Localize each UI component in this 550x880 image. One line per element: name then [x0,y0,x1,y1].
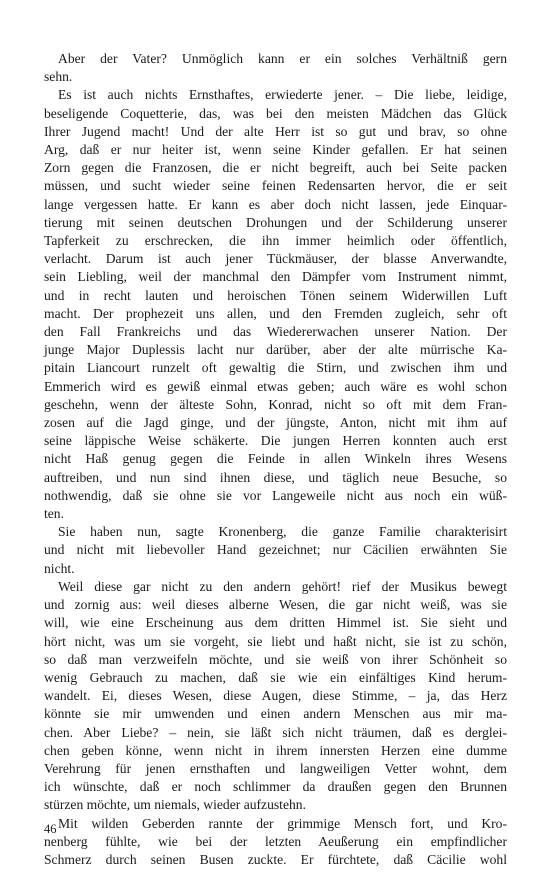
text-line: und zornig aus: weil dieses alberne Wesen, die gar nicht weiß, was sie [44,597,507,613]
paragraph [44,815,507,870]
paragraph [44,523,507,578]
text-line: müssen, und sucht wieder seine feinen Redensarten hervor, die er seit [44,178,507,194]
text-line: verlacht. Darum ist auch jener Tückmäuser, der blasse Anverwandte, [44,251,507,267]
text-line: Es ist auch nichts Ernsthaftes, erwiederte jener. – Die liebe, leidige, [58,87,507,103]
text-line: tierung mit seinen deutschen Drohungen und der Schilderung unserer [44,214,507,230]
page-number: 46 [44,822,57,836]
text-line: seine läppische Weise schäkerte. Die jungen Herren konnten auch erst [44,433,507,449]
text-line: Aber der Vater? Unmöglich kann er ein solches Verhältniß gern [58,51,507,66]
text-line: Verehrung für jenen ernsthaften und langweiligen Vetter wohnt, dem [44,760,507,776]
text-line: und nicht mit liebevoller Hand gezeichnet; nur Cäcilien erwähnten Sie [44,542,507,558]
text-line: sein Liebling, weil der manchmal den Dämpfer vom Instrument nimmt, [44,269,507,285]
text-line: Sie haben nun, sagte Kronenberg, die ganze Familie charakterisirt [58,524,507,540]
text-line: nicht. [44,560,75,576]
text-line: könnte sie mir umwenden und einen andern Menschen aus mir ma- [44,706,507,722]
text-line: und in recht lauten und heroischen Tönen seinem Widerwillen Luft [44,287,507,303]
text-line: pitain Liancourt runzelt oft gewaltig die Stirn, und zwischen ihm und [44,360,507,376]
text-line: macht. Der prophezeit uns allen, und den Fremden zugleich, sehr oft [44,305,507,321]
paragraph [44,86,507,523]
text-line: stürzen möchte, um niemals, wieder aufzustehn. [44,797,306,813]
text-line: chen geben könne, wenn nicht in ihrem innersten Herzen eine dumme [44,742,507,758]
text-line: ten. [44,506,65,522]
page-body [44,50,507,869]
text-line: will, wie eine Erscheinung aus dem dritten Himmel ist. Sie sieht und [44,615,507,631]
text-line: so daß man verzweifeln möchte, und sie weiß von ihrer Schönheit so [44,651,507,667]
text-line: wandelt. Ei, dieses Wesen, diese Augen, diese Stimme, – ja, das Herz [44,688,507,704]
paragraph [44,578,507,815]
text-line: Weil diese gar nicht zu den andern gehört! rief der Musikus bewegt [58,578,507,594]
text-line: beseligende Coquetterie, das, was bei den meisten Mädchen das Glück [44,105,507,121]
text-line: auftreiben, und nun sind ihnen diese, und täglich neue Besuche, so [44,469,507,485]
text-line: Zorn gegen die Franzosen, die er nicht begreift, auch bei Seite packen [44,160,507,176]
text-line: Schmerz durch seinen Busen zuckte. Er fürchtete, daß Cäcilie wohl [44,851,507,867]
text-line: geschehn, wenn der älteste Sohn, Konrad, nicht so oft mit dem Fran- [44,396,507,412]
paragraph [44,50,507,86]
text-line: chen. Aber Liebe? – nein, sie läßt sich nicht träumen, daß es derglei- [44,724,507,740]
text-line: hört nicht, was um sie vorgeht, sie liebt und haßt nicht, sie ist zu schön, [44,633,507,649]
text-line: zosen auf die Jagd ginge, und der jüngste, Anton, nicht mit ihm auf [44,415,507,431]
text-line: Ihrer Jugend macht! Und der alte Herr ist so gut und brav, so ohne [44,123,507,139]
text-line: nenberg fühlte, wie bei der letzten Aeußerung ein empfindlicher [44,833,507,849]
text-line: nicht Haß genug gegen die Feinde in allen Winkeln ihres Wesens [44,451,507,467]
text-line: nothwendig, daß sie ohne sie vor Langeweile nicht aus noch ein wüß- [44,487,507,503]
text-line: junge Major Duplessis lacht nur darüber, aber der alte mürrische Ka- [44,342,507,358]
text-line: Mit wilden Geberden rannte der grimmige Mensch fort, und Kro- [58,815,507,831]
text-line: wenig Gebrauch zu machen, daß sie wie ein einfältiges Kind herum- [44,669,507,685]
text-line: Arg, daß er nur heiter ist, wenn seine Kinder gefallen. Er hat seinen [44,142,507,158]
text-line: ich wünschte, daß er noch schlimmer da draußen gegen den Brunnen [44,779,507,795]
text-line: lange vergessen hatte. Er kann es aber doch nicht lassen, jede Einquar- [44,196,507,212]
text-line: Tapferkeit zu erschrecken, die ihn immer heimlich oder öffentlich, [44,233,507,249]
text-line: sehn. [44,69,73,85]
text-line: Emmerich wird es gewiß einmal etwas geben; auch wäre es wohl schon [44,378,507,394]
text-line: den Fall Frankreichs und das Wiedererwachen unserer Nation. Der [44,324,507,340]
